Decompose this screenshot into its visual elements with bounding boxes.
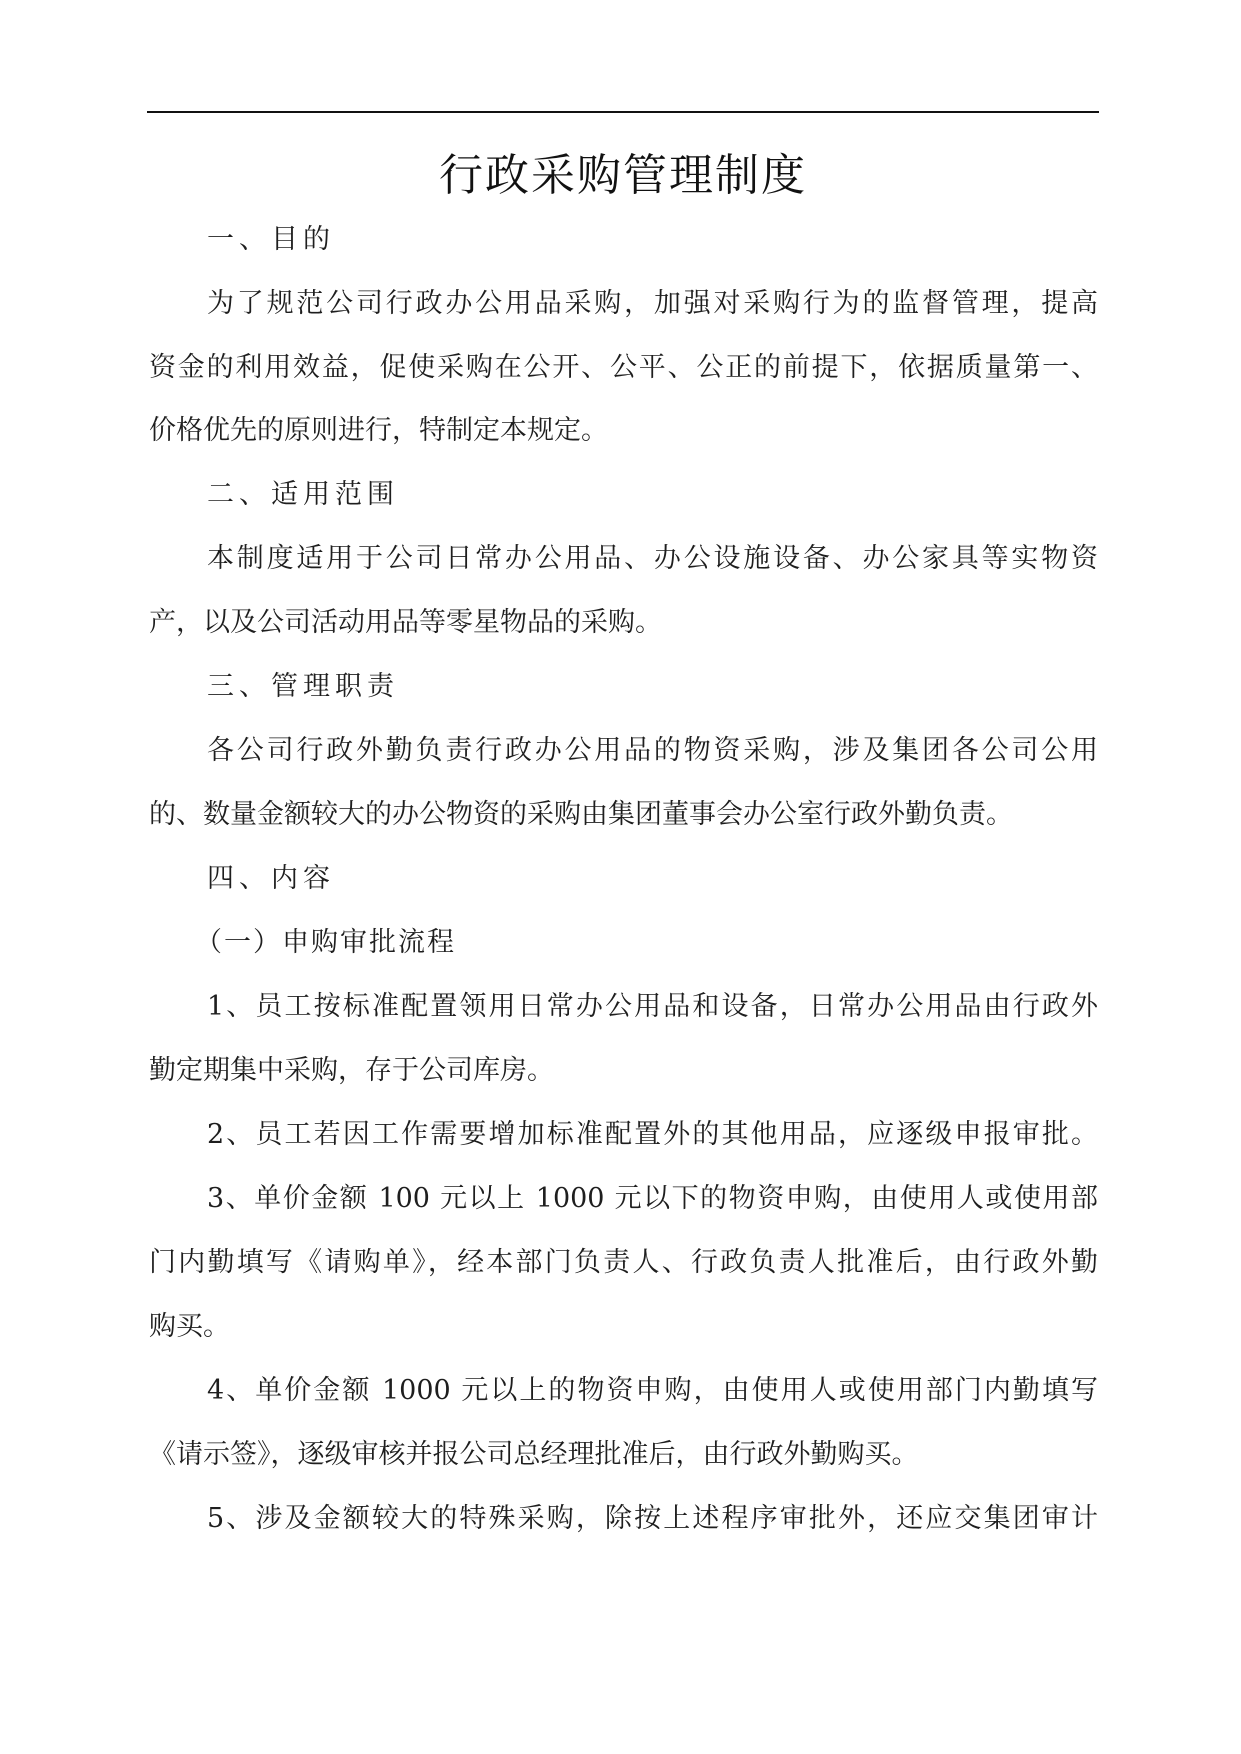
paragraph-line: 为了规范公司行政办公用品采购，加强对采购行为的监督管理，提高 <box>207 288 1098 319</box>
header-rule <box>147 111 1099 113</box>
list-item-line: 3、单价金额 100 元以上 1000 元以下的物资申购，由使用人或使用部 <box>207 1183 1098 1214</box>
paragraph-line: 的、数量金额较大的办公物资的采购由集团董事会办公室行政外勤负责。 <box>149 799 1013 830</box>
subsection-heading-approval-process: （一）申购审批流程 <box>195 927 456 958</box>
section-heading-content: 四、内容 <box>207 863 335 894</box>
paragraph-line: 产，以及公司活动用品等零星物品的采购。 <box>149 607 662 638</box>
list-item-line: 1、员工按标准配置领用日常办公用品和设备，日常办公用品由行政外 <box>207 991 1098 1022</box>
list-item-line: 5、涉及金额较大的特殊采购，除按上述程序审批外，还应交集团审计 <box>207 1503 1098 1534</box>
document-title: 行政采购管理制度 <box>439 150 807 201</box>
paragraph-line: 资金的利用效益，促使采购在公开、公平、公正的前提下，依据质量第一、 <box>149 352 1098 383</box>
paragraph-line: 价格优先的原则进行，特制定本规定。 <box>149 415 608 446</box>
list-item-line: 购买。 <box>149 1311 230 1342</box>
list-item-line: 勤定期集中采购，存于公司库房。 <box>149 1055 554 1086</box>
paragraph-line: 各公司行政外勤负责行政办公用品的物资采购，涉及集团各公司公用 <box>207 735 1098 766</box>
paragraph-line: 本制度适用于公司日常办公用品、办公设施设备、办公家具等实物资 <box>207 543 1098 574</box>
section-heading-scope: 二、适用范围 <box>207 479 399 510</box>
list-item-line: 2、员工若因工作需要增加标准配置外的其他用品，应逐级申报审批。 <box>207 1119 1098 1150</box>
list-item-line: 4、单价金额 1000 元以上的物资申购，由使用人或使用部门内勤填写 <box>207 1375 1098 1406</box>
section-heading-responsibilities: 三、管理职责 <box>207 671 399 702</box>
list-item-line: 《请示签》，逐级审核并报公司总经理批准后，由行政外勤购买。 <box>149 1439 919 1470</box>
section-heading-purpose: 一、目的 <box>207 224 335 255</box>
list-item-line: 门内勤填写《请购单》，经本部门负责人、行政负责人批准后，由行政外勤 <box>149 1247 1098 1278</box>
